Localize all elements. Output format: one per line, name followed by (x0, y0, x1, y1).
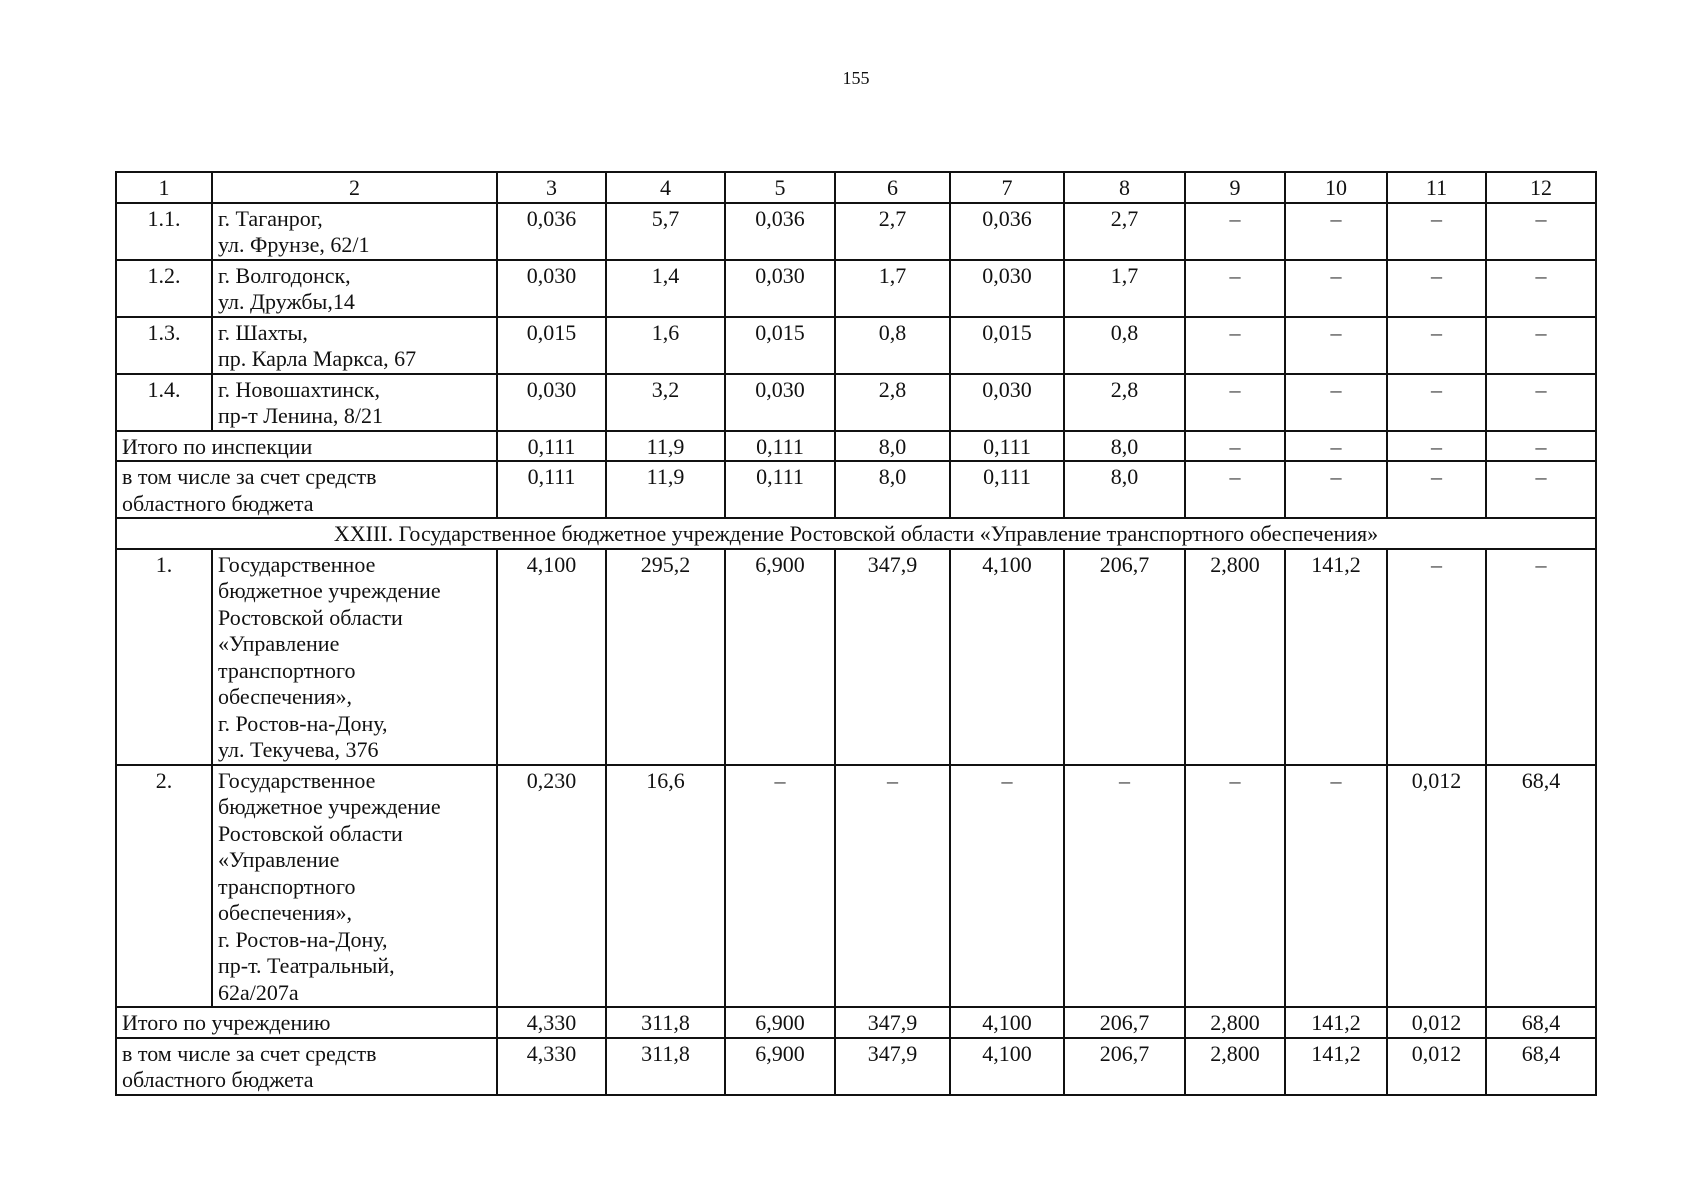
row-number-cell: 1.2. (116, 260, 212, 317)
column-number-cell: 4 (606, 172, 725, 203)
table-row (116, 260, 1596, 317)
total-label-cell: Итого по инспекции (116, 431, 497, 462)
value-cell: 2,7 (1064, 203, 1185, 260)
value-cell: 0,036 (950, 203, 1064, 260)
row-number-cell: 1. (116, 549, 212, 765)
cell-line: г. Ростов-на-Дону, (218, 926, 388, 952)
value-cell: 3,2 (606, 374, 725, 431)
value-cell: 0,111 (497, 461, 606, 518)
value-cell: – (1486, 549, 1596, 765)
cell-line: ул. Дружбы,14 (218, 289, 355, 314)
value-cell: – (950, 765, 1064, 1008)
value-cell: 0,111 (950, 431, 1064, 462)
value-cell: – (1185, 260, 1285, 317)
total-row (116, 431, 1596, 462)
value-cell: – (1285, 203, 1387, 260)
value-cell: 347,9 (835, 1007, 950, 1038)
value-cell: 141,2 (1285, 1007, 1387, 1038)
table-row (116, 317, 1596, 374)
cell-line: областного бюджета (122, 1067, 314, 1092)
column-number-cell: 7 (950, 172, 1064, 203)
value-cell: 2,8 (835, 374, 950, 431)
value-cell: 1,7 (835, 260, 950, 317)
value-cell: 0,036 (725, 203, 835, 260)
value-cell: 347,9 (835, 549, 950, 765)
value-cell: – (1185, 765, 1285, 1008)
value-cell: 5,7 (606, 203, 725, 260)
value-cell: 68,4 (1486, 1007, 1596, 1038)
table-row (116, 203, 1596, 260)
value-cell: 347,9 (835, 1038, 950, 1095)
value-cell: 8,0 (1064, 461, 1185, 518)
value-cell: 0,030 (950, 260, 1064, 317)
value-cell: 0,8 (1064, 317, 1185, 374)
value-cell: – (1185, 317, 1285, 374)
value-cell: 0,111 (725, 431, 835, 462)
row-number-cell: 1.4. (116, 374, 212, 431)
value-cell: – (1387, 203, 1486, 260)
value-cell: 0,015 (497, 317, 606, 374)
value-cell: 311,8 (606, 1007, 725, 1038)
value-cell: – (1486, 431, 1596, 462)
cell-line: в том числе за счет средств (122, 1040, 377, 1066)
value-cell: 0,036 (497, 203, 606, 260)
value-cell: – (1387, 549, 1486, 765)
value-cell: – (1387, 374, 1486, 431)
cell-line: областного бюджета (122, 490, 314, 516)
name-cell (212, 549, 497, 765)
value-cell: 4,100 (950, 1038, 1064, 1095)
total-row (116, 1007, 1596, 1038)
value-cell: 2,800 (1185, 1007, 1285, 1038)
value-cell: – (1486, 317, 1596, 374)
value-cell: – (1486, 203, 1596, 260)
cell-line: пр. Карла Маркса, 67 (218, 346, 417, 371)
value-cell: 206,7 (1064, 1007, 1185, 1038)
table-row (116, 765, 1596, 1008)
value-cell: 0,111 (497, 431, 606, 462)
section-row (116, 518, 1596, 549)
value-cell: 0,030 (725, 374, 835, 431)
cell-line: транспортного (218, 657, 356, 683)
cell-line: «Управление (218, 631, 340, 656)
value-cell: 0,015 (950, 317, 1064, 374)
value-cell: – (1285, 461, 1387, 518)
column-number-cell: 8 (1064, 172, 1185, 203)
value-cell: 295,2 (606, 549, 725, 765)
value-cell: 11,9 (606, 431, 725, 462)
value-cell: 141,2 (1285, 549, 1387, 765)
value-cell: 0,8 (835, 317, 950, 374)
value-cell: 2,800 (1185, 549, 1285, 765)
value-cell: – (725, 765, 835, 1008)
value-cell: 6,900 (725, 1038, 835, 1095)
header-row (116, 172, 1596, 203)
cell-line: г. Новошахтинск, (218, 376, 380, 402)
total-row (116, 461, 1596, 518)
value-cell: 206,7 (1064, 549, 1185, 765)
value-cell: 141,2 (1285, 1038, 1387, 1095)
cell-line: бюджетное учреждение (218, 794, 441, 819)
data-table (115, 171, 1597, 1096)
cell-line: Государственное (218, 551, 376, 577)
cell-line: г. Шахты, (218, 319, 308, 345)
value-cell: 0,030 (497, 374, 606, 431)
value-cell: – (1387, 317, 1486, 374)
value-cell: 4,100 (950, 549, 1064, 765)
value-cell: 0,030 (950, 374, 1064, 431)
column-number-cell: 2 (212, 172, 497, 203)
column-number-cell: 10 (1285, 172, 1387, 203)
value-cell: 0,111 (950, 461, 1064, 518)
value-cell: 4,330 (497, 1007, 606, 1038)
value-cell: – (1285, 431, 1387, 462)
name-cell (212, 317, 497, 374)
value-cell: – (1185, 431, 1285, 462)
row-number-cell: 2. (116, 765, 212, 1008)
value-cell: 68,4 (1486, 1038, 1596, 1095)
value-cell: 4,100 (950, 1007, 1064, 1038)
section-title: XXIII. Государственное бюджетное учреждение Ростовской области «Управление транспортного обеспечения» (116, 518, 1596, 549)
value-cell: – (835, 765, 950, 1008)
cell-line: пр-т Ленина, 8/21 (218, 403, 383, 428)
cell-line: Ростовской области (218, 604, 403, 630)
cell-line: в том числе за счет средств (122, 464, 377, 489)
value-cell: 11,9 (606, 461, 725, 518)
value-cell: 0,012 (1387, 1007, 1486, 1038)
column-number-cell: 5 (725, 172, 835, 203)
value-cell: – (1387, 461, 1486, 518)
name-cell (212, 260, 497, 317)
value-cell: 16,6 (606, 765, 725, 1008)
value-cell: – (1486, 260, 1596, 317)
value-cell: 68,4 (1486, 765, 1596, 1008)
value-cell: 8,0 (835, 461, 950, 518)
value-cell: – (1185, 203, 1285, 260)
total-label-cell (116, 461, 497, 518)
cell-line: бюджетное учреждение (218, 578, 441, 603)
cell-line: г. Ростов-на-Дону, (218, 710, 388, 736)
row-number-cell: 1.1. (116, 203, 212, 260)
value-cell: – (1185, 374, 1285, 431)
value-cell: – (1285, 765, 1387, 1008)
cell-line: 62а/207а (218, 979, 299, 1005)
value-cell: 0,111 (725, 461, 835, 518)
value-cell: 2,800 (1185, 1038, 1285, 1095)
cell-line: Государственное (218, 767, 376, 793)
cell-line: обеспечения», (218, 684, 352, 709)
value-cell: 6,900 (725, 1007, 835, 1038)
column-number-cell: 3 (497, 172, 606, 203)
cell-line: «Управление (218, 847, 340, 872)
value-cell: 8,0 (835, 431, 950, 462)
value-cell: – (1285, 374, 1387, 431)
value-cell: 0,012 (1387, 1038, 1486, 1095)
cell-line: пр-т. Театральный, (218, 953, 395, 978)
value-cell: 1,4 (606, 260, 725, 317)
column-number-cell: 11 (1387, 172, 1486, 203)
row-number-cell: 1.3. (116, 317, 212, 374)
value-cell: 4,330 (497, 1038, 606, 1095)
value-cell: – (1387, 260, 1486, 317)
cell-line: ул. Фрунзе, 62/1 (218, 232, 370, 257)
value-cell: – (1486, 374, 1596, 431)
value-cell: – (1387, 431, 1486, 462)
value-cell: 311,8 (606, 1038, 725, 1095)
value-cell: – (1285, 317, 1387, 374)
total-label-cell: Итого по учреждению (116, 1007, 497, 1038)
cell-line: транспортного (218, 873, 356, 899)
value-cell: 6,900 (725, 549, 835, 765)
cell-line: ул. Текучева, 376 (218, 737, 379, 762)
cell-line: Ростовской области (218, 820, 403, 846)
value-cell: – (1486, 461, 1596, 518)
value-cell: 1,7 (1064, 260, 1185, 317)
value-cell: 206,7 (1064, 1038, 1185, 1095)
column-number-cell: 12 (1486, 172, 1596, 203)
value-cell: 0,230 (497, 765, 606, 1008)
value-cell: 2,8 (1064, 374, 1185, 431)
value-cell: 0,012 (1387, 765, 1486, 1008)
name-cell (212, 203, 497, 260)
column-number-cell: 9 (1185, 172, 1285, 203)
value-cell: 0,030 (497, 260, 606, 317)
value-cell: 0,015 (725, 317, 835, 374)
table-row (116, 374, 1596, 431)
total-label-cell (116, 1038, 497, 1095)
cell-line: г. Волгодонск, (218, 262, 351, 288)
cell-line: обеспечения», (218, 900, 352, 925)
value-cell: – (1064, 765, 1185, 1008)
column-number-cell: 1 (116, 172, 212, 203)
total-row (116, 1038, 1596, 1095)
cell-line: г. Таганрог, (218, 205, 323, 231)
value-cell: 0,030 (725, 260, 835, 317)
name-cell (212, 765, 497, 1008)
table-row (116, 549, 1596, 765)
name-cell (212, 374, 497, 431)
value-cell: 1,6 (606, 317, 725, 374)
value-cell: 8,0 (1064, 431, 1185, 462)
value-cell: 2,7 (835, 203, 950, 260)
value-cell: – (1285, 260, 1387, 317)
page-number: 155 (842, 68, 870, 88)
value-cell: 4,100 (497, 549, 606, 765)
column-number-cell: 6 (835, 172, 950, 203)
value-cell: – (1185, 461, 1285, 518)
